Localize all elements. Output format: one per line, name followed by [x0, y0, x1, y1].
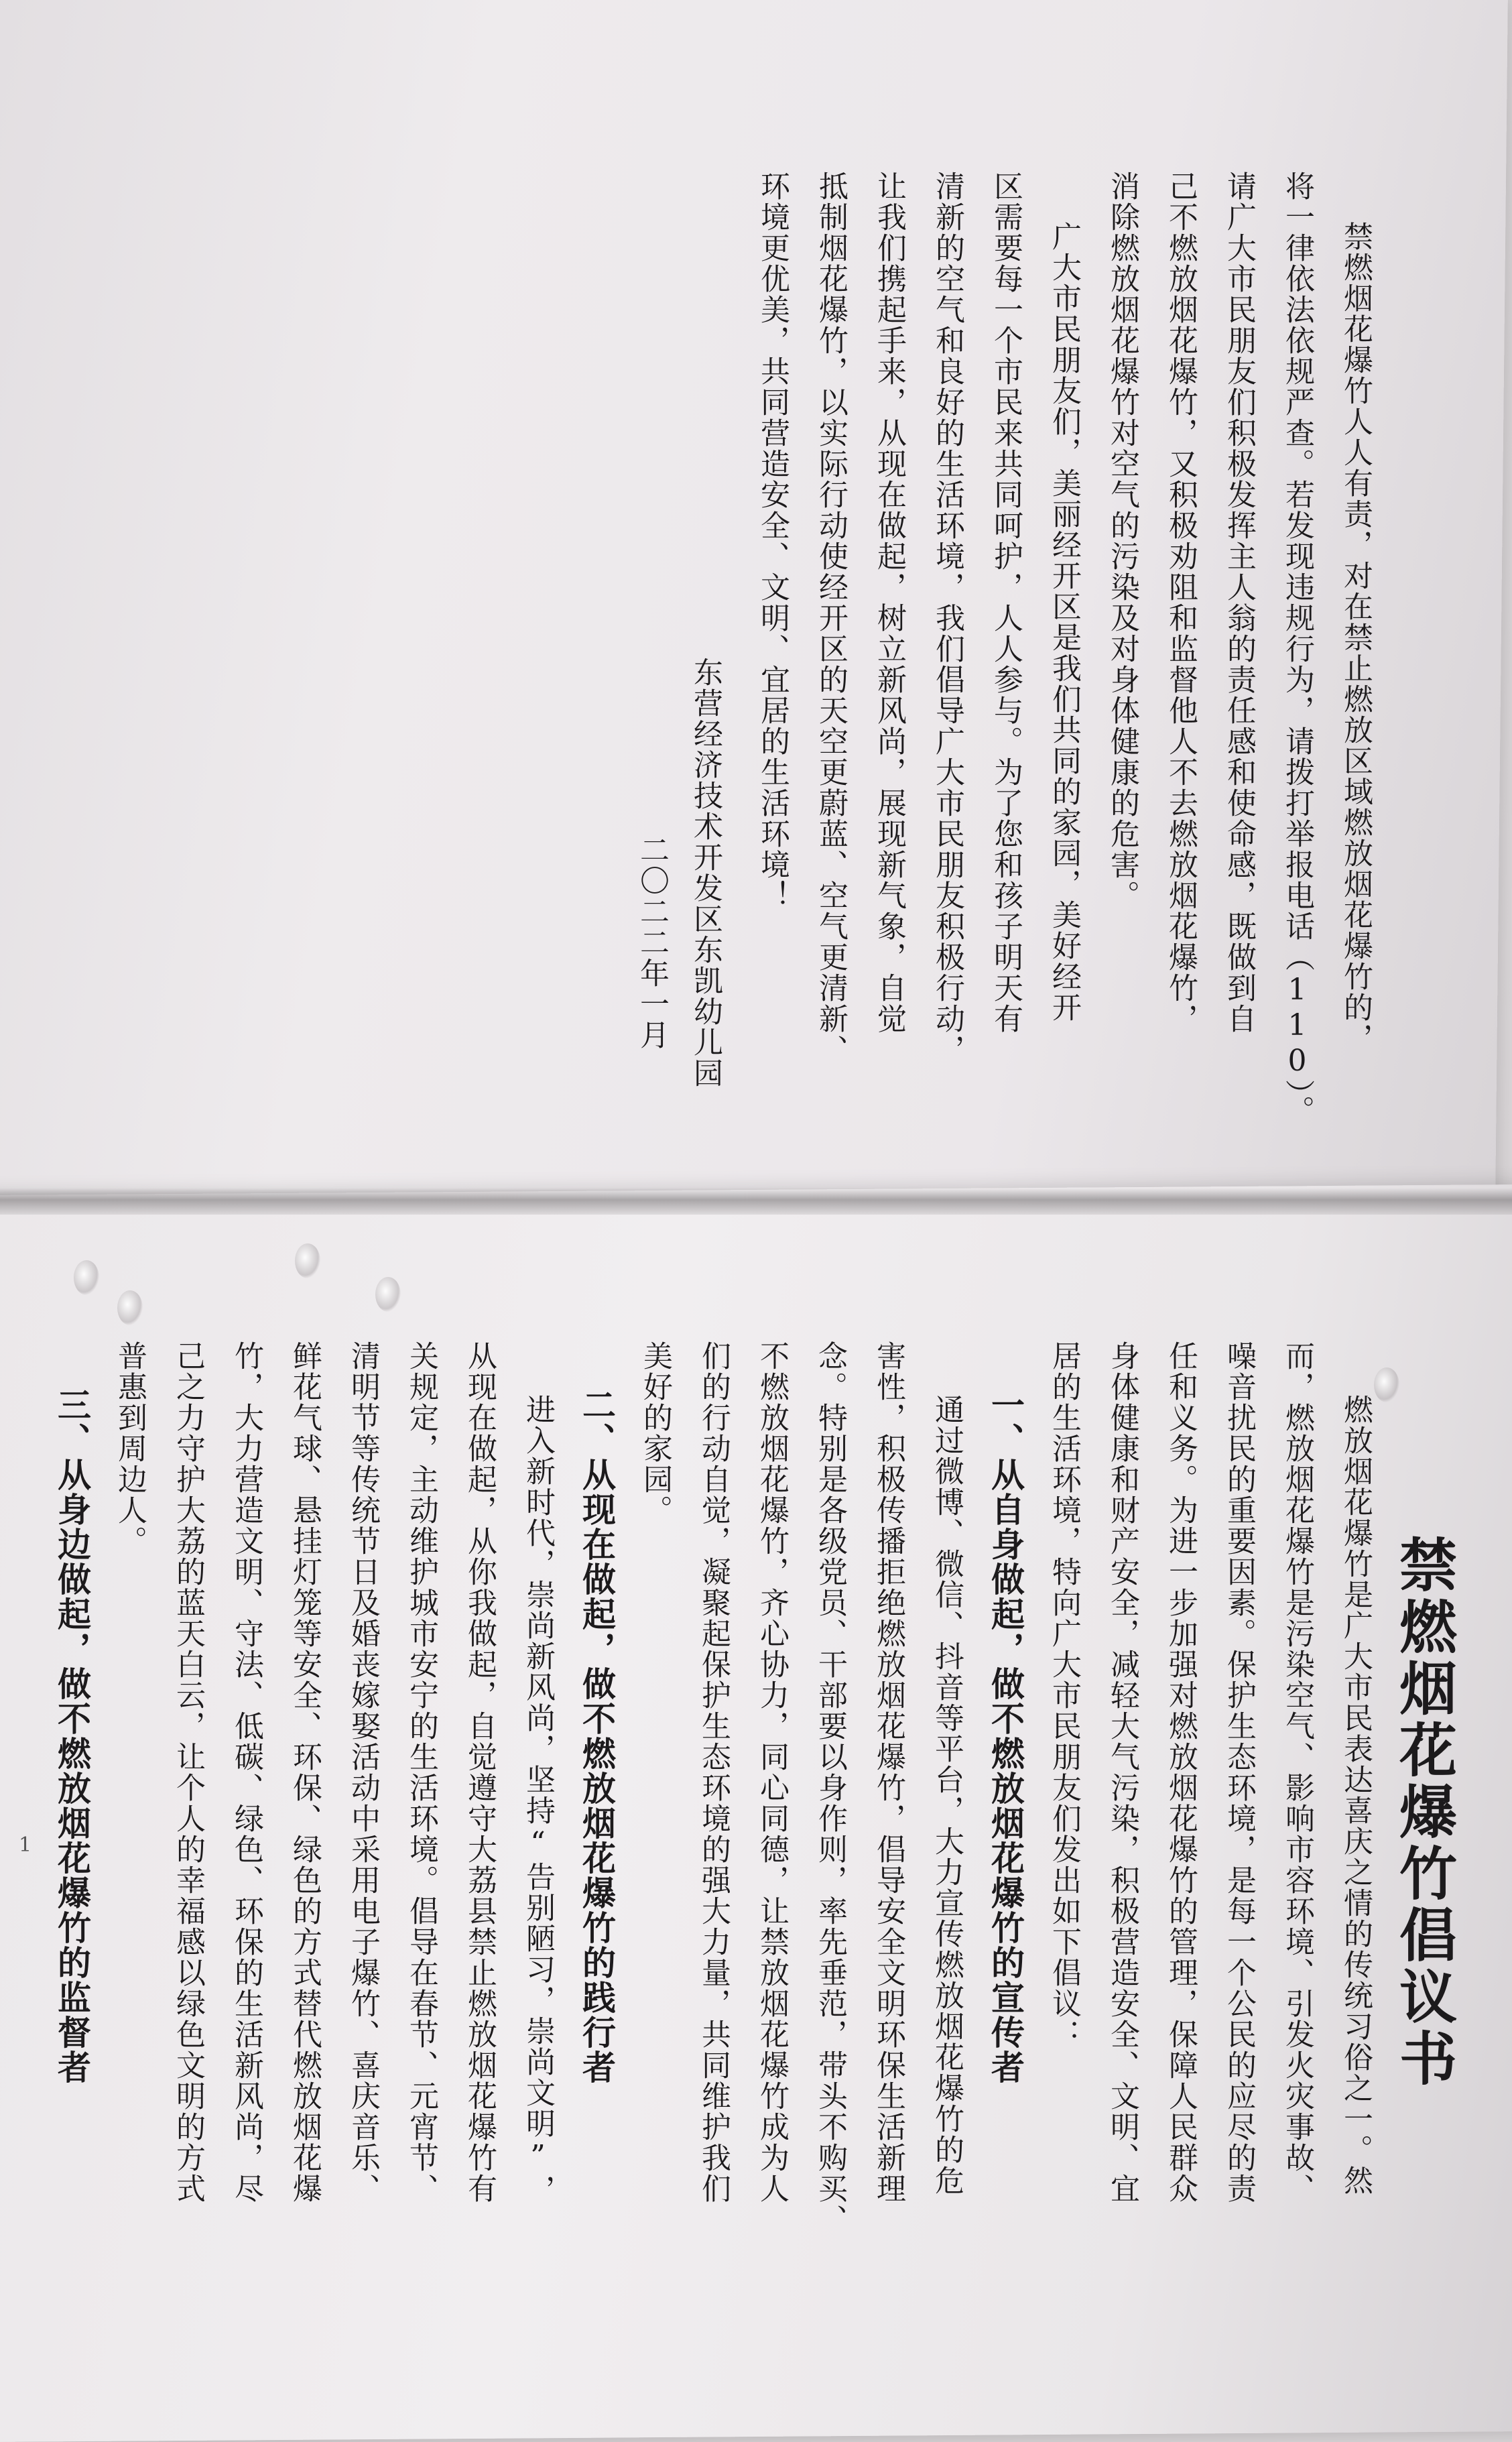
intro-line2: 而，燃放烟花爆竹是污染空气、影响市容环境、引发火灾事故、	[1280, 1341, 1314, 2204]
section2-line7: 己之力守护大荔的蓝天白云，让个人的幸福感以绿色文明的方式	[171, 1341, 205, 2204]
paper-dimple	[117, 1290, 143, 1325]
intro-line5: 身体健康和财产安全，减轻大气污染，积极营造安全、文明、宜	[1105, 1341, 1139, 2204]
paper-dimple	[375, 1277, 401, 1312]
paper-dimple	[1374, 1367, 1399, 1402]
upper-para2-line1: 广大市民朋友们，美丽经开区是我们共同的家园，美好经开	[1047, 221, 1081, 1023]
section1-line4: 不燃放烟花爆竹，齐心协力，同心同德，让禁放烟花爆竹成为人	[755, 1341, 789, 2204]
upper-para1-line4: 己不燃放烟花爆竹，又积极劝阻和监督他人不去燃放烟花爆竹，	[1163, 171, 1198, 1034]
section2-line3: 关规定，主动维护城市安宁的生活环境。倡导在春节、元宵节、	[404, 1341, 438, 2204]
section2-line5: 鲜花气球、悬挂灯笼等安全、环保、绿色的方式替代燃放烟花爆	[288, 1341, 322, 2204]
upper-para2-line2: 区需要每一个市民来共同呵护，人人参与。为了您和孩子明天有	[989, 171, 1023, 1034]
page-fold	[0, 1188, 1512, 1215]
section3-heading: 三、从身边做起，做不燃放烟花爆竹的监督者	[52, 1388, 91, 2085]
section1-line6: 美好的家园。	[638, 1341, 672, 1526]
section2-line2: 从现在做起，从你我做起，自觉遵守大荔县禁止燃放烟花爆竹有	[462, 1341, 497, 2204]
intro-line4: 任和义务。为进一步加强对燃放烟花爆竹的管理，保障人民群众	[1163, 1341, 1198, 2204]
upper-para1-line5: 消除燃放烟花爆竹对空气的污染及对身体健康的危害。	[1105, 171, 1139, 911]
section2-line6: 竹，大力营造文明、守法、低碳、绿色、环保的生活新风尚，尽	[229, 1341, 263, 2204]
section1-line3: 念。特别是各级党员、干部要以身作则，率先垂范，带头不购买、	[813, 1341, 847, 2235]
section1-heading: 一、从自身做起，做不燃放烟花爆竹的宣传者	[986, 1388, 1025, 2085]
upper-para2-line3: 清新的空气和良好的生活环境，我们倡导广大市民朋友积极行动，	[930, 171, 964, 1065]
intro-line1: 燃放烟花爆竹是广大市民表达喜庆之情的传统习俗之一。然	[1338, 1394, 1373, 2196]
paper-dimple	[295, 1243, 320, 1278]
section1-line2: 害性，积极传播拒绝燃放烟花爆竹，倡导安全文明环保生活新理	[871, 1341, 905, 2204]
page-number: 1	[19, 1833, 32, 1857]
section2-heading: 二、从现在做起，做不燃放烟花爆竹的践行者	[577, 1388, 616, 2085]
upper-para2-line5: 抵制烟花爆竹，以实际行动使经开区的天空更蔚蓝、空气更清新、	[814, 171, 848, 1065]
signature-date: 二〇二二年一月	[635, 835, 669, 1050]
upper-para2-line4: 让我们携起手来，从现在做起，树立新风尚，展现新气象，自觉	[872, 171, 906, 1034]
intro-line6: 居的生活环境，特向广大市民朋友们发出如下倡议：	[1047, 1341, 1081, 2050]
section2-line1: 进入新时代，崇尚新风尚，坚持“告别陋习，崇尚文明”，	[521, 1394, 555, 2205]
section1-line1: 通过微博、微信、抖音等平台，大力宣传燃放烟花爆竹的危	[930, 1394, 964, 2196]
section1-line5: 们的行动自觉，凝聚起保护生态环境的强大力量，共同维护我们	[696, 1341, 731, 2204]
upper-para1-line2: 将一律依法依规严查。若发现违规行为，请拨打举报电话（110）。	[1280, 171, 1314, 1126]
intro-line3: 噪音扰民的重要因素。保护生态环境，是每一个公民的应尽的责	[1222, 1341, 1256, 2204]
upper-para1-line1: 禁燃烟花爆竹人人有责，对在禁止燃放区域燃放烟花爆竹的，	[1338, 221, 1373, 1054]
signature-org: 东营经济技术开发区东凯幼儿园	[688, 657, 722, 1089]
upper-para2-line6: 环境更优美，共同营造安全、文明、宜居的生活环境！	[755, 171, 790, 911]
upper-para1-line3: 请广大市民朋友们积极发挥主人翁的责任感和使命感，既做到自	[1222, 171, 1256, 1034]
paper-dimple	[74, 1260, 99, 1295]
section2-line4: 清明节等传统节日及婚丧嫁娶活动中采用电子爆竹、喜庆音乐、	[346, 1341, 380, 2204]
document-title: 禁燃烟花爆竹倡议书	[1389, 1535, 1456, 2090]
section2-line8: 普惠到周边人。	[113, 1341, 147, 1556]
